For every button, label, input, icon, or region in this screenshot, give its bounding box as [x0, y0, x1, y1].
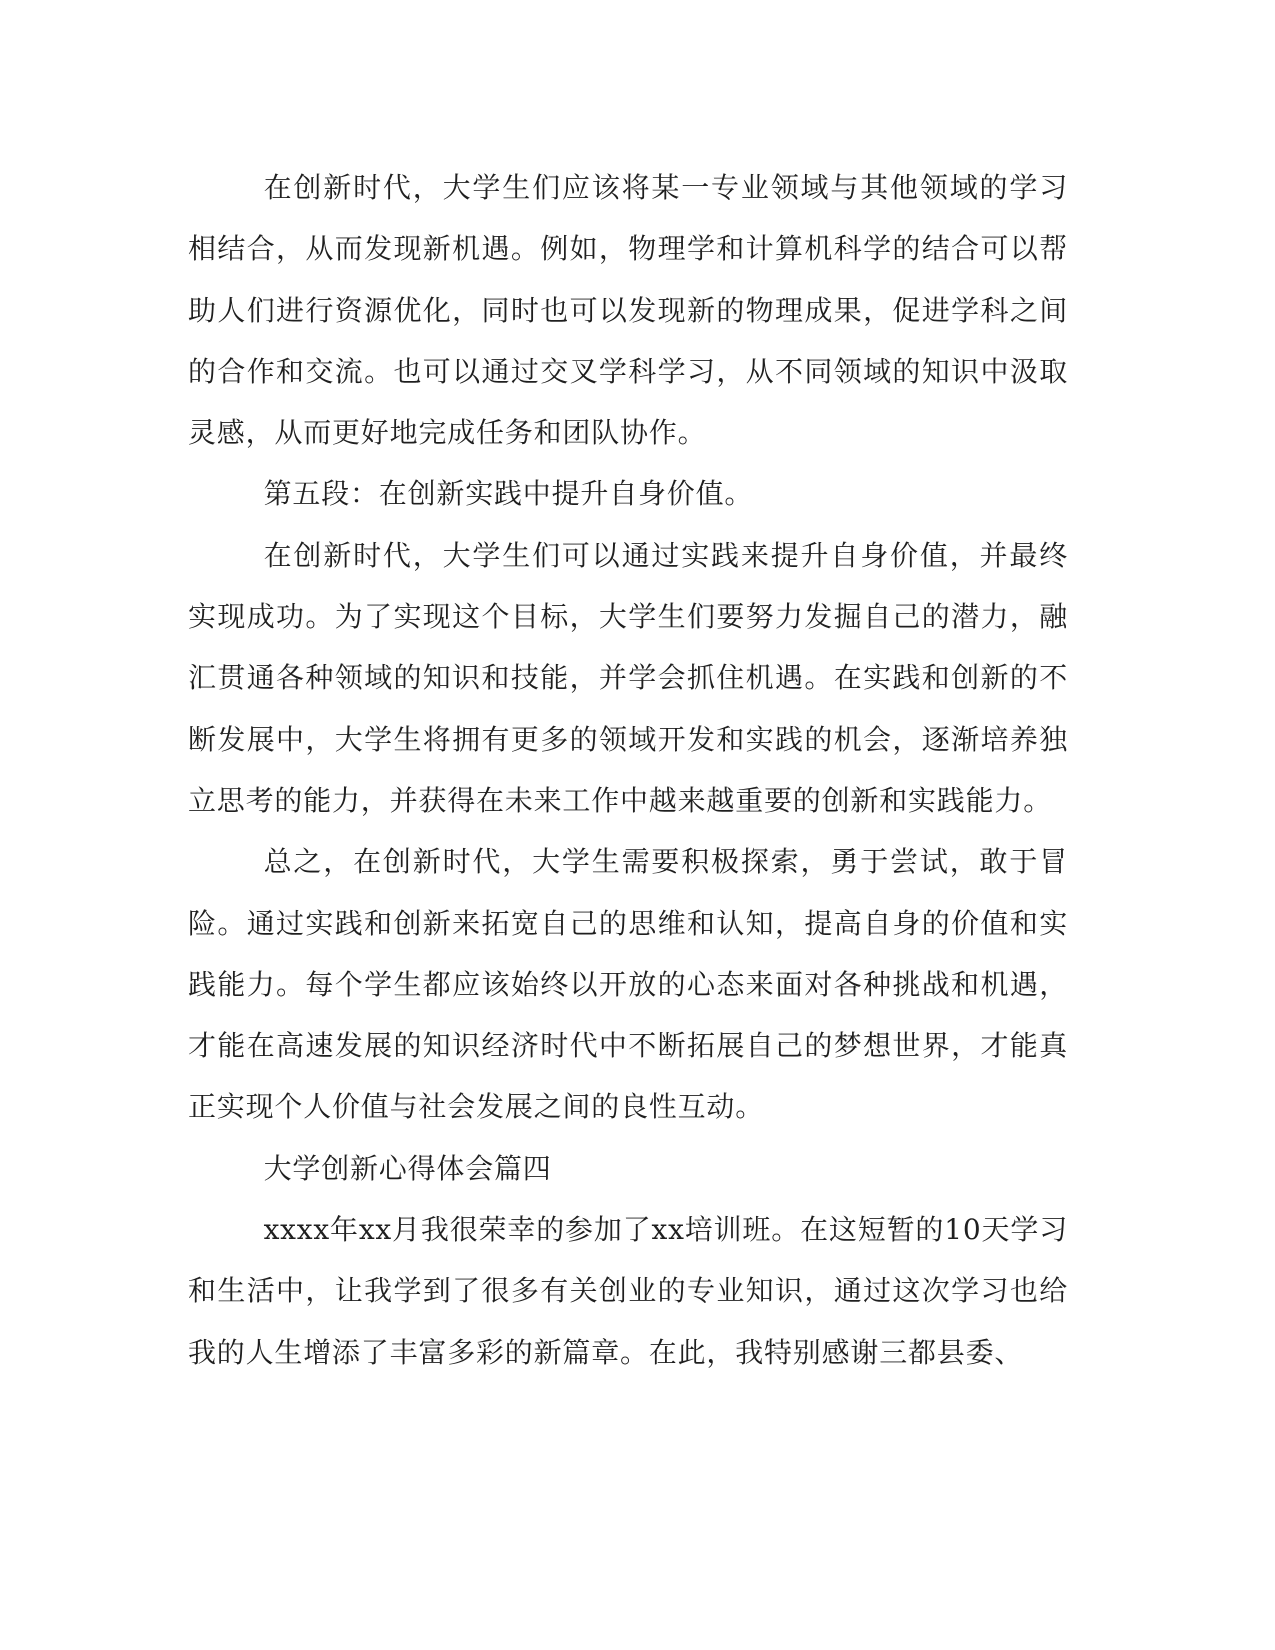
chapter-title-four: 大学创新心得体会篇四 — [263, 1151, 552, 1185]
paragraph-conclusion: 总之，在创新时代，大学生需要积极探索，勇于尝试，敢于冒险。通过实践和创新来拓宽自己的思维和认知，提高自身的价值和实践能力。每个学生都应该始终以开放的心态来面对各种挑战和机遇，才能在高速发展的知识经济时代中不断拓展自己的梦想世界，才能真正实现个人价值与社会发展之间的良性互动。 — [188, 845, 1068, 1124]
paragraph-practice-value: 在创新时代，大学生们可以通过实践来提升自身价值，并最终实现成功。为了实现这个目标，大学生们要努力发掘自己的潜力，融汇贯通各种领域的知识和技能，并学会抓住机遇。在实践和创新的不断发展中，大学生将拥有更多的领域开发和实践的机会，逐渐培养独立思考的能力，并获得在未来工作中越来越重要的创新和实践能力。 — [188, 538, 1068, 817]
section-heading-five: 第五段：在创新实践中提升自身价值。 — [263, 477, 754, 511]
paragraph-interdisciplinary: 在创新时代，大学生们应该将某一专业领域与其他领域的学习相结合，从而发现新机遇。例如，物理学和计算机科学的结合可以帮助人们进行资源优化，同时也可以发现新的物理成果，促进学科之间的合作和交流。也可以通过交叉学科学习，从不同领域的知识中汲取灵感，从而更好地完成任务和团队协作。 — [188, 171, 1068, 450]
paragraph-training-class: xxxx年xx月我很荣幸的参加了xx培训班。在这短暂的10天学习和生活中，让我学到了很多有关创业的专业知识，通过这次学习也给我的人生增添了丰富多彩的新篇章。在此，我特别感谢三都县委、 — [188, 1213, 1068, 1369]
document-body — [188, 157, 1068, 1383]
